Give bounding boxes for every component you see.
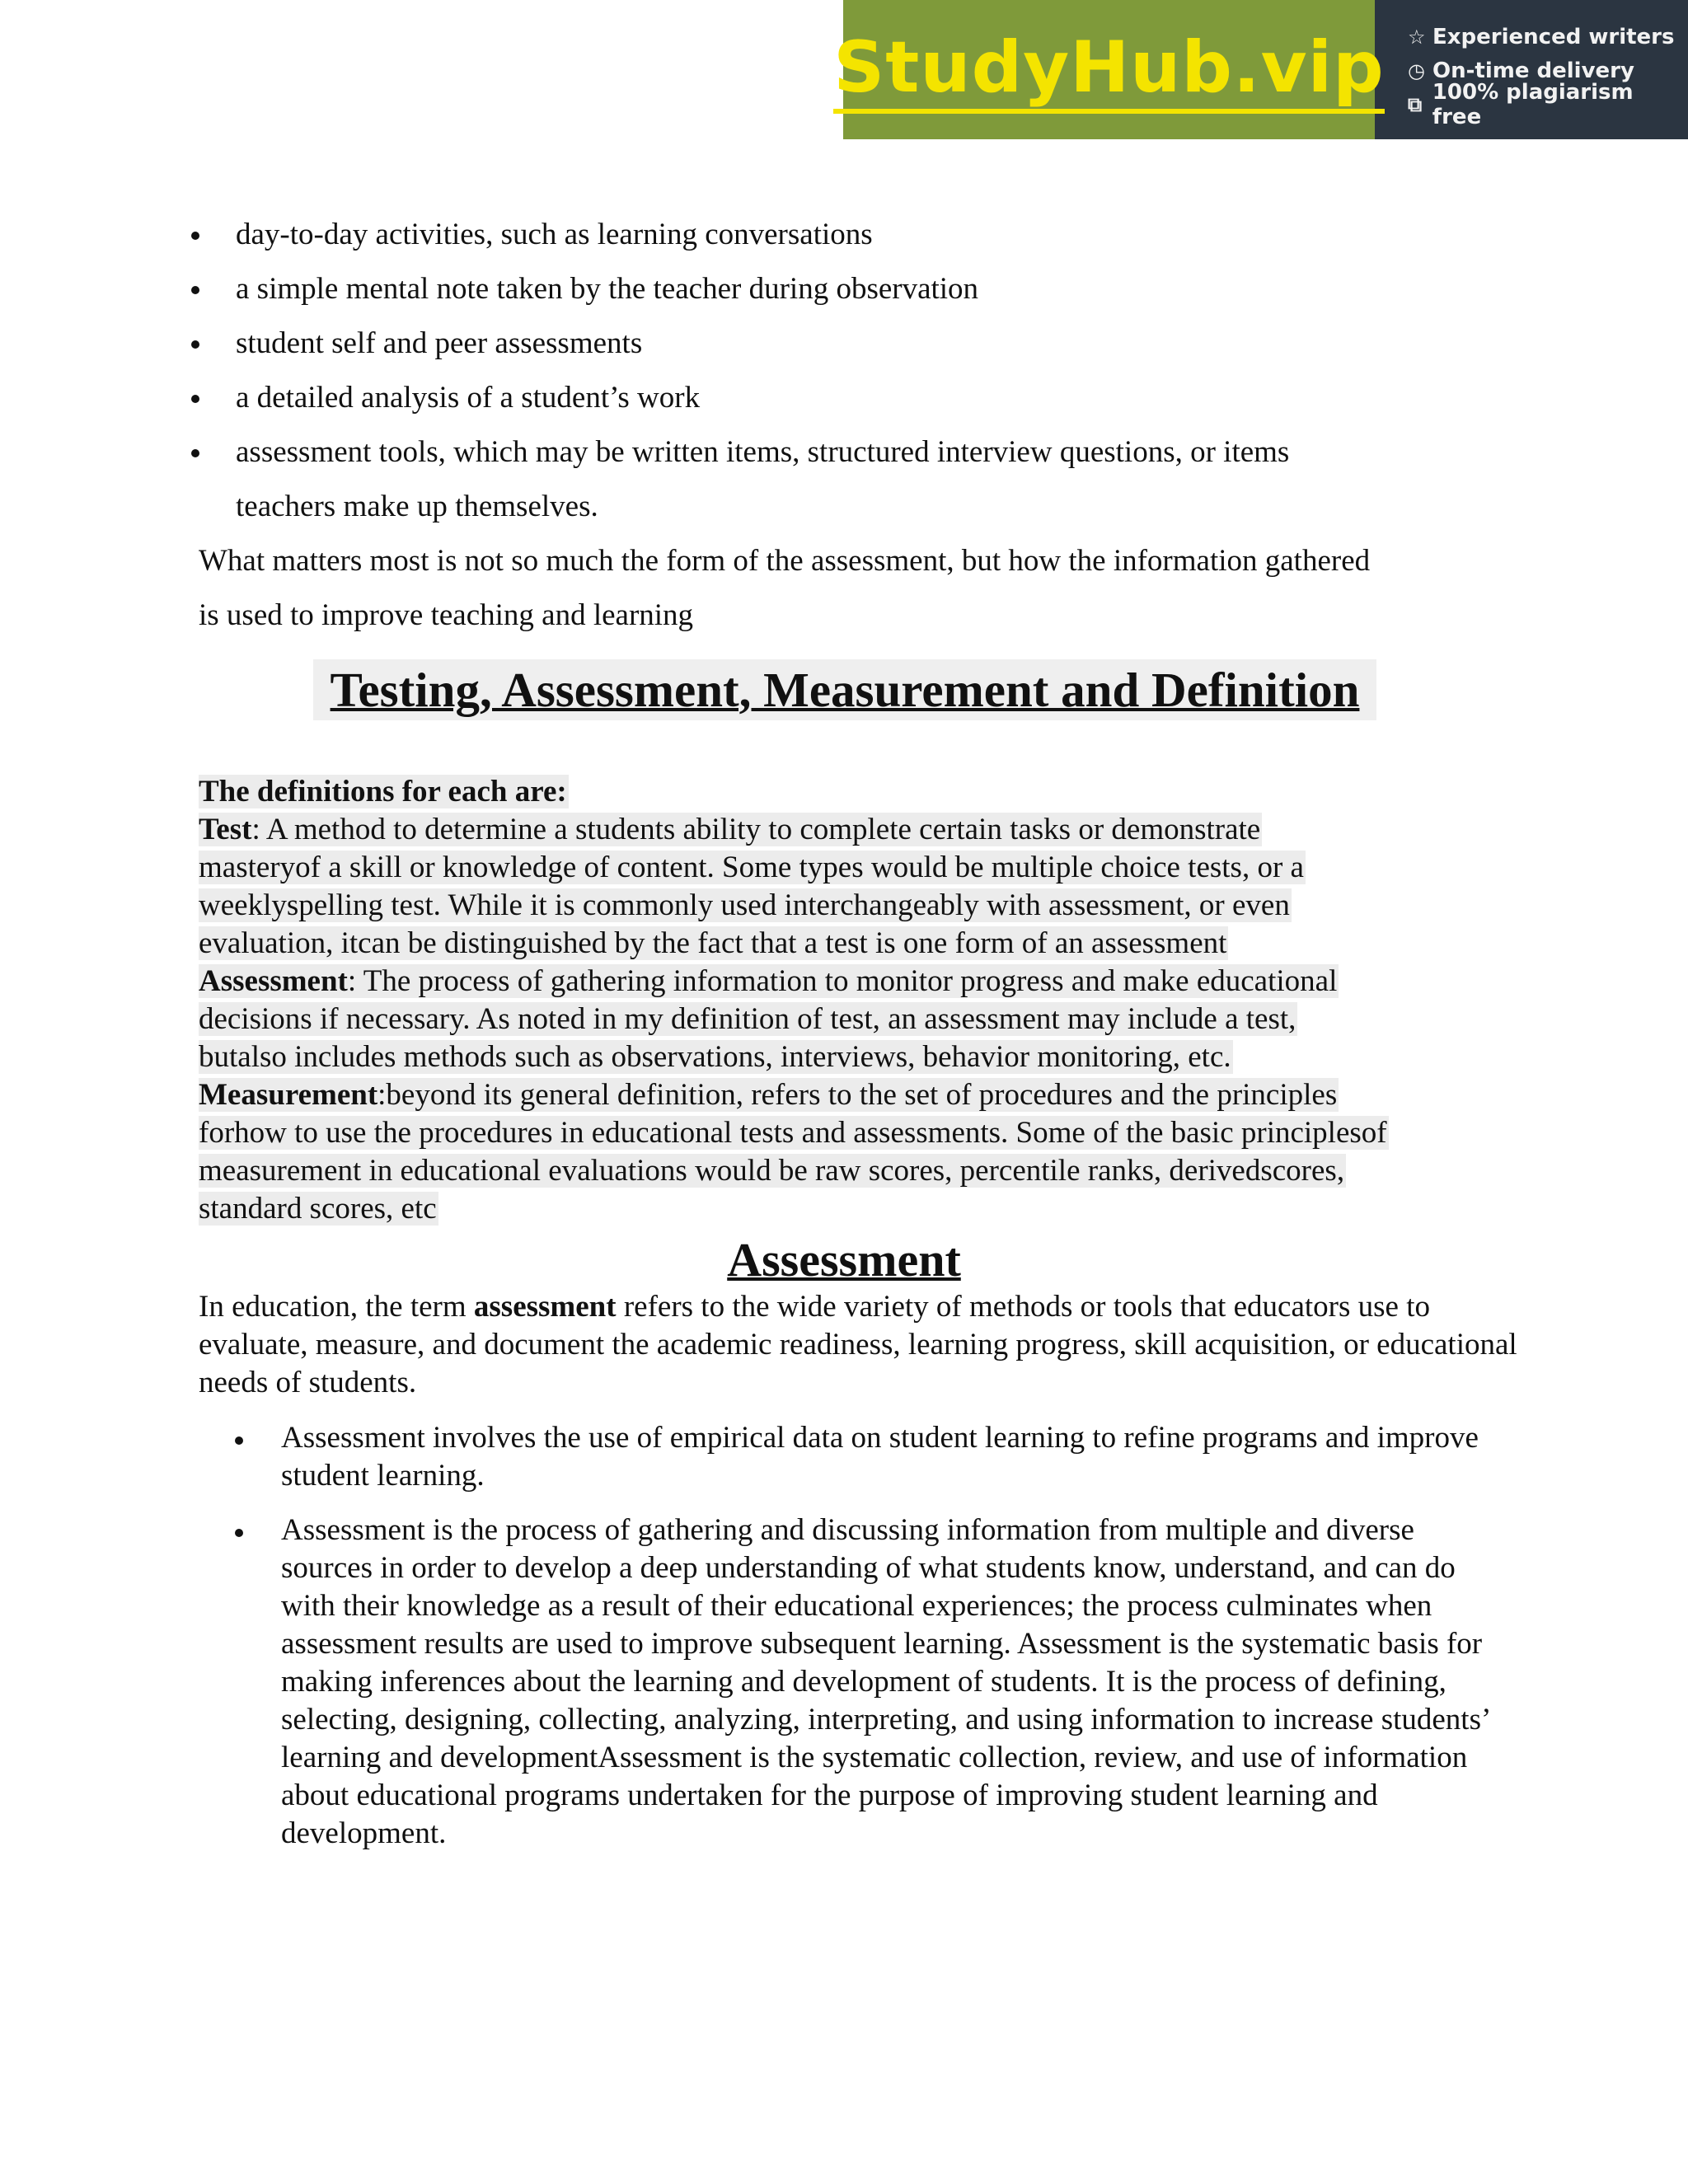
bullet-dot [191, 286, 199, 294]
feature-item [1408, 20, 1688, 54]
list-item: student self and peer assessments [236, 326, 643, 360]
list-item: day-to-day activities, such as learning conversations [236, 218, 873, 251]
definition-line: : The process of gathering information to monitor progress and make educational [347, 964, 1338, 998]
term-test: Test [199, 813, 252, 846]
term-assessment-bold: assessment [473, 1290, 617, 1324]
feature-item [1408, 79, 1688, 129]
section-title: Testing, Assessment, Measurement and Definition [313, 659, 1376, 720]
term-measurement: Measurement [199, 1078, 378, 1112]
bullet-dot [191, 395, 199, 403]
studyhub-banner[interactable] [833, 0, 1688, 139]
definitions-block [199, 773, 1517, 1228]
bullet-dot [235, 1529, 243, 1537]
brand-panel [833, 0, 1385, 139]
brand-logo: StudyHub.vip [833, 26, 1384, 114]
list-item: a detailed analysis of a student’s work [236, 381, 701, 415]
definition-line: masteryof a skill or knowledge of content. Some types would be multiple choice tests, or a [199, 851, 1304, 884]
features-panel [1375, 0, 1688, 139]
paragraph-line: What matters most is not so much the form of the assessment, but how the information gathered [199, 544, 1371, 578]
feature-text: 100% plagiarism free [1432, 79, 1634, 129]
definition-line: decisions if necessary. As noted in my definition of test, an assessment may include a test, [199, 1002, 1296, 1036]
definition-line: :beyond its general definition, refers to the set of procedures and the principles [377, 1078, 1338, 1112]
bullet-dot [191, 232, 199, 240]
bullet-dot [191, 449, 199, 457]
definition-line: weeklyspelling test. While it is commonly used interchangeably with assessment, or even [199, 888, 1290, 922]
list-item: Assessment is the process of gathering and discussing information from multiple and diverse sources in order to develop a deep understanding of what students know, understand, and can do with their knowledge as a result of their educational experiences; the process culminates when assessment results are used to improve subsequent learning. Assessment is the systematic basis for making inferences about the learning and development of students. It is the process of defining, selecting, designing, collecting, analyzing, interpreting, and using information to increase students’ learning and developmentAssessment is the systematic collection, review, and use of information about educational programs undertaken for the purpose of improving student learning and development. [281, 1513, 1489, 1850]
list-item: a simple mental note taken by the teacher during observation [236, 272, 979, 306]
feature-text: On-time delivery [1432, 58, 1634, 83]
bullet-dot [235, 1436, 243, 1445]
bullet-dot [191, 340, 199, 349]
copy-check-icon: ⧉ [1408, 92, 1423, 116]
definitions-heading: The definitions for each are: [199, 775, 567, 808]
definition-line: butalso includes methods such as observations, interviews, behavior monitoring, etc. [199, 1040, 1231, 1074]
definition-line: standard scores, etc [199, 1192, 437, 1226]
list-item-continuation: teachers make up themselves. [236, 490, 598, 523]
list-item: assessment tools, which may be written items, structured interview questions, or items [236, 435, 1290, 469]
star-icon: ☆ [1408, 25, 1426, 49]
list-item: Assessment involves the use of empirical data on student learning to refine programs and improve student learning. [281, 1421, 1479, 1493]
definition-line: evaluation, itcan be distinguished by the fact that a test is one form of an assessment [199, 926, 1227, 960]
assessment-heading: Assessment [727, 1233, 961, 1286]
paragraph-line: is used to improve teaching and learning [199, 598, 694, 632]
term-assessment: Assessment [199, 964, 348, 998]
definition-line: : A method to determine a students ability to complete certain tasks or demonstrate [251, 813, 1261, 846]
feature-text: Experienced writers [1432, 24, 1675, 49]
clock-icon: ◷ [1408, 59, 1425, 82]
definition-line: forhow to use the procedures in educational tests and assessments. Some of the basic principlesof [199, 1116, 1387, 1150]
intro-paragraph: In education, the term assessment refers to the wide variety of methods or tools that educators use to evaluate, measure, and document the academic readiness, learning progress, skill acquisition, or educational needs of students. [199, 1290, 1517, 1399]
definition-line: measurement in educational evaluations would be raw scores, percentile ranks, derivedscores, [199, 1154, 1345, 1188]
